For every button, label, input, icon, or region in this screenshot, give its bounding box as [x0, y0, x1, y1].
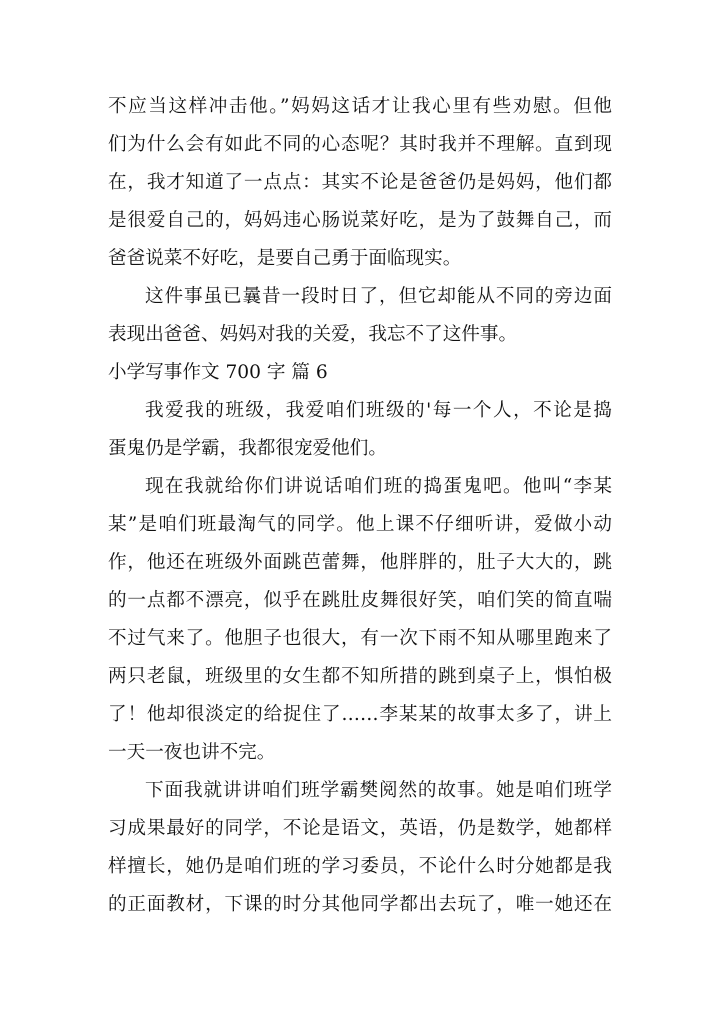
- text-line: 在，我才知道了一点点：其实不论是爸爸仍是妈妈，他们都: [108, 172, 612, 193]
- text-line: 不过气来了。他胆子也很大，有一次下雨不知从哪里跑来了: [108, 628, 612, 649]
- text-line: 两只老鼠，班级里的女生都不知所措的跳到桌子上，惧怕极: [108, 666, 612, 687]
- text-line: 作，他还在班级外面跳芭蕾舞，他胖胖的，肚子大大的，跳: [108, 552, 612, 573]
- document-page: [108, 88, 612, 924]
- text-line: 爸爸说菜不好吃，是要自己勇于面临现实。: [108, 248, 462, 269]
- text-line: 们为什么会有如此不同的心态呢？其时我并不理解。直到现: [108, 134, 612, 155]
- section-heading: 小学写事作文 700 字 篇 6: [108, 362, 328, 383]
- paragraph-first-line: 这件事虽已曩昔一段时日了，但它却能从不同的旁边面: [145, 286, 612, 307]
- text-line: 表现出爸爸、妈妈对我的关爱，我忘不了这件事。: [108, 324, 518, 345]
- text-line: 的正面教材，下课的时分其他同学都出去玩了，唯一她还在: [108, 894, 612, 915]
- paragraph-first-line: 我爱我的班级，我爱咱们班级的'每一个人，不论是捣: [145, 400, 612, 421]
- text-line: 某”是咱们班最淘气的同学。他上课不仔细听讲，爱做小动: [108, 514, 612, 535]
- text-line: 蛋鬼仍是学霸，我都很宠爱他们。: [108, 438, 387, 459]
- text-line: 不应当这样冲击他。”妈妈这话才让我心里有些劝慰。但他: [108, 96, 612, 117]
- text-line: 是很爱自己的，妈妈违心肠说菜好吃，是为了鼓舞自己，而: [108, 210, 612, 231]
- paragraph-first-line: 下面我就讲讲咱们班学霸樊阅然的故事。她是咱们班学: [145, 780, 612, 801]
- text-line: 一天一夜也讲不完。: [108, 742, 276, 763]
- text-line: 的一点都不漂亮，似乎在跳肚皮舞很好笑，咱们笑的简直喘: [108, 590, 612, 611]
- paragraph-first-line: 现在我就给你们讲说话咱们班的捣蛋鬼吧。他叫“李某: [145, 476, 612, 497]
- text-line: 样擅长，她仍是咱们班的学习委员，不论什么时分她都是我: [108, 856, 612, 877]
- text-line: 习成果最好的同学，不论是语文，英语，仍是数学，她都样: [108, 818, 612, 839]
- text-line: 了！他却很淡定的给捉住了……李某某的故事太多了，讲上: [108, 704, 612, 725]
